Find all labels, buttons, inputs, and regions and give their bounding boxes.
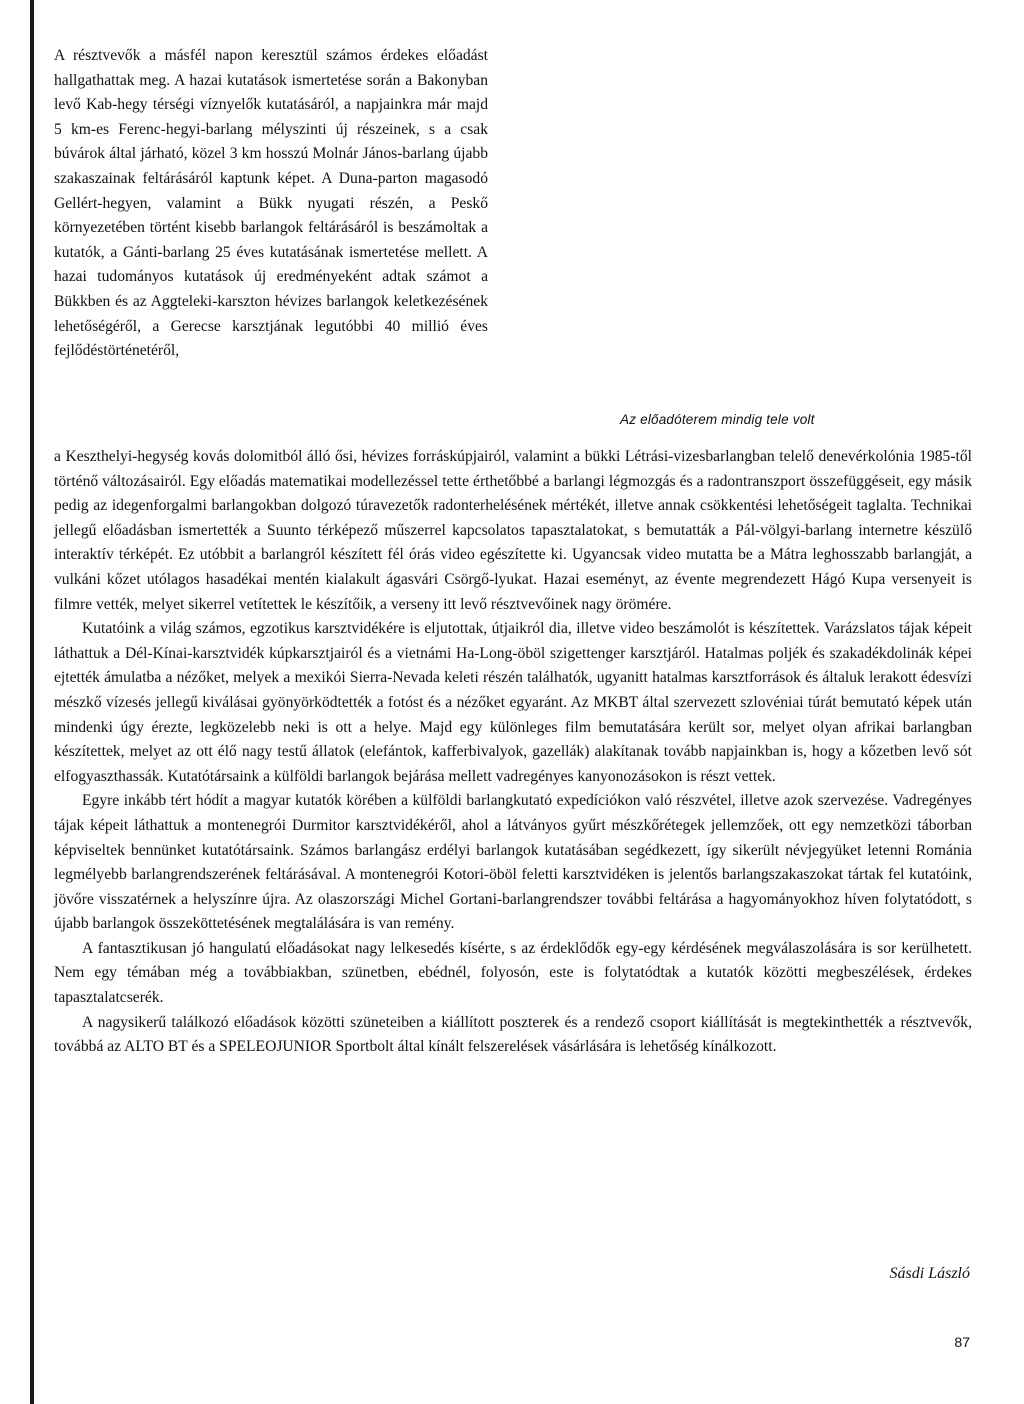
paragraph-exotic-karst: Kutatóink a világ számos, egzotikus karsztvidékére is eljutottak, útjaikról dia, illetve video beszámolót is készítettek. Varázslatos tájak képeit láthattuk a Dél-Kínai-karsztvidék kúpkarsztjairól és a vietnámi Ha-Long-öböl szigettenger karsztjáról. Hatalmas poljék és szakadékdolinák képei ejtették ámulatba a nézőket, melyek a mexikói Sierra-Nevada keleti részén találhatók, ugyanitt hatalmas karsztforrások és általuk lerakott édesvízi mészkő vízesés jellegű kiválásai gyönyörködtették a fotóst és a nézőket egyaránt. Az MKBT által szervezett szlovéniai túrát bemutató képek után mindenki úgy érezte, legközelebb neki is ott a helye. Majd egy különleges film bemutatására került sor, melyet olyan afrikai barlangban készítettek, melyet az ott élő nagy testű állatok (elefántok, kafferbivalyok, gazellák) alakítanak tovább napjainkban is, hogy a kőzetben levő sót elfogyaszthassák. Kutatótársaink a külföldi barlangok bejárása mellett vadregényes kanyonozásokon is részt vettek. bbox=[54, 620, 972, 785]
wide-text-column bbox=[54, 445, 972, 1060]
paragraph-atmosphere: A fantasztikusan jó hangulatú előadásokat nagy lelkesedés kísérte, s az érdeklődők egy-egy kérdésének megválaszolására is sor kerülhetett. Nem egy témában még a továbbiakban, szünetben, ebédnél, folyosón, este is folytatódtak a kutatók közötti megbeszélések, érdekes tapasztalatcserék. bbox=[54, 939, 972, 1007]
paragraph-expeditions: Egyre inkább tért hódít a magyar kutatók körében a külföldi barlangkutató expedíciókon való részvétel, illetve azok szervezése. Vadregényes tájak képeit láthattuk a montenegrói Durmitor karsztvidékéről, ahol a látványos gyűrt mészkőrétegek jellemzőek, ott egy nemzetközi táborban képviseltek bennünket kutatótársaink. Számos barlangász erdélyi barlangok kutatásában segédkezett, így sikerült névjegyüket letenni Románia legmélyebb barlangrendszerének feltárásával. A montenegrói Kotori-öböl feletti karsztvidéken is jelentős barlangszakaszokat tártak fel kutatóink, jövőre visszatérnek a helyszínre újra. Az olaszországi Michel Gortani-barlangrendszer további feltárása a hagyományokhoz híven folytatódott, s újabb barlangok összeköttetésének megtalálására is van remény. bbox=[54, 792, 972, 933]
narrow-text-column bbox=[54, 44, 488, 364]
page-number: 87 bbox=[954, 1334, 970, 1350]
author-signature: Sásdi László bbox=[889, 1265, 970, 1282]
paragraph-continuation: a Keszthelyi-hegység kovás dolomitból álló ősi, hévizes forráskúpjairól, valamint a bükki Létrási-vizesbarlangban telelő denevérkolónia 1985-től történő változásairól. Egy előadás matematikai modellezéssel tette érthetőbbé a barlangi légmozgás és a radontranszport összefüggéseit, egy másik pedig az idegenforgalmi barlangokban dolgozó túravezetők radonterhelésének mértékét, illetve annak csökkentési lehetőségeit taglalta. Technikai jellegű előadásban ismertették a Suunto térképező műszerrel kapcsolatos tapasztalatokat, s bemutatták a Pál-völgyi-barlang internetre készülő interaktív térképét. Ez utóbbit a barlangról készített fél órás video egészítette ki. Ugyancsak video mutatta be a Mátra leghosszabb barlangját, a vulkáni kőzet utólagos hasadékai mentén kialakult ágasvári Csörgő-lyukat. Hazai eseményt, az évente megrendezett Hágó Kupa versenyeit is filmre vették, melyet sikerrel vetítettek le készítőik, a verseny itt levő résztvevőinek nagy örömére. bbox=[54, 448, 972, 613]
intro-paragraph: A résztvevők a másfél napon keresztül számos érdekes előadást hallgathattak meg. A hazai kutatások ismertetése során a Bakonyban levő Kab-hegy térségi víznyelők kutatásáról, a napjainkra már majd 5 km-es Ferenc-hegyi-barlang mélyszinti új részeinek, s a csak búvárok által járható, közel 3 km hosszú Molnár János-barlang újabb szakaszainak feltárásáról kaptunk képet. A Duna-parton magasodó Gellért-hegyen, valamint a Bükk nyugati részén, a Peskő környezetében történt kisebb barlangok feltárásáról is beszámoltak a kutatók, a Gánti-barlang 25 éves kutatásának ismertetése mellett. A hazai tudományos kutatások új eredményeként adtak számot a Bükkben és az Aggteleki-karszton hévizes barlangok keletkezésének lehetőségéről, a Gerecse karsztjának legutóbbi 40 millió éves fejlődéstörténetéről, bbox=[54, 47, 488, 360]
page-edge-bar bbox=[30, 0, 34, 1404]
paragraph-posters: A nagysikerű találkozó előadások közötti szüneteiben a kiállított poszterek és a rendező csoport kiállítását is megtekinthették a résztvevők, továbbá az ALTO BT és a SPELEOJUNIOR Sportbolt által kínált felszerelések vásárlására is lehetőség kínálkozott. bbox=[54, 1013, 972, 1056]
photo-caption: Az előadóterem mindig tele volt bbox=[620, 412, 815, 427]
